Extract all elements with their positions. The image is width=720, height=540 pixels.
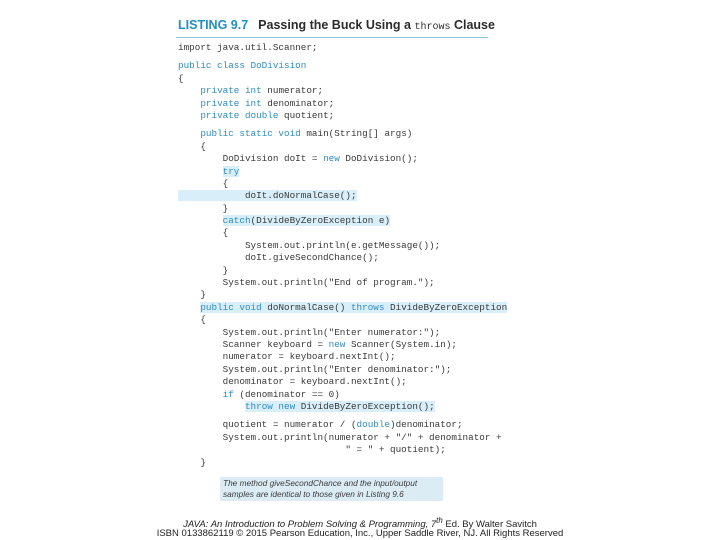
code-line-throw: throw new DivideByZeroException();: [244, 400, 435, 412]
code-line-if-zero: if (denominator == 0): [222, 388, 340, 400]
code-line: numerator = keyboard.nextInt();: [178, 351, 396, 363]
code-line: {: [178, 72, 184, 84]
code-line: denominator = keyboard.nextInt();: [178, 376, 407, 388]
code-line: {: [178, 314, 206, 326]
code-line-field-quotient: private double quotient;: [200, 109, 335, 121]
code-line: Scanner keyboard = new Scanner(System.in);: [178, 338, 457, 350]
listing-header: [178, 18, 495, 33]
code-line: " = " + quotient);: [178, 444, 446, 456]
code-line: {: [178, 177, 229, 189]
code-line: System.out.println("Enter numerator:");: [178, 326, 441, 338]
listing-number: LISTING 9.7: [178, 18, 249, 32]
code-line: DoDivision doIt = new DoDivision();: [178, 153, 418, 165]
code-line: }: [178, 289, 206, 301]
code-line: }: [178, 202, 229, 214]
footer-book-title: JAVA: An Introduction to Problem Solving & Programming, 7th Ed. By Walter Savitch: [183, 516, 537, 531]
code-line-field-numerator: private int numerator;: [200, 85, 324, 97]
code-line: System.out.println(e.getMessage());: [178, 239, 441, 251]
listing-title-part2: Clause: [453, 18, 495, 32]
code-line: }: [178, 264, 229, 276]
code-line-main-decl: public static void main(String[] args): [200, 128, 413, 140]
listing-title-keyword: throws: [414, 22, 451, 33]
code-line: quotient = numerator / (double)denominator;: [178, 419, 463, 431]
code-line-do-normal-case-decl: public void doNormalCase() throws DivideByZeroException: [200, 301, 508, 313]
listing-note: The method giveSecondChance and the input/output samples are identical to those given in Listing 9.6: [220, 477, 443, 501]
code-line-field-denominator: private int denominator;: [200, 97, 335, 109]
code-line-call-normal-case: doIt.doNormalCase();: [178, 190, 357, 202]
header-divider: [176, 37, 488, 38]
code-line: }: [178, 456, 206, 468]
code-line: System.out.println(numerator + "/" + denominator +: [178, 431, 502, 443]
code-line: doIt.giveSecondChance();: [178, 252, 379, 264]
code-line-try: try: [222, 165, 240, 177]
code-line-import: import java.util.Scanner;: [178, 42, 318, 53]
code-line: System.out.println("End of program.");: [178, 277, 435, 289]
code-line: System.out.println("Enter denominator:");: [178, 363, 452, 375]
code-line-catch: catch(DivideByZeroException e): [222, 215, 391, 227]
code-line: {: [178, 227, 229, 239]
code-line-class-decl: public class DoDivision: [178, 60, 307, 72]
code-line: {: [178, 140, 206, 152]
listing-title-part1: Passing the Buck Using a: [258, 18, 411, 32]
footer-book-title-italic: JAVA: An Introduction to Problem Solving & Programming, 7th: [183, 516, 443, 531]
footer-copyright: ISBN 0133862119 © 2015 Pearson Education, Inc., Upper Saddle River, NJ. All Rights Reserved: [156, 528, 564, 539]
code-listing: [178, 42, 508, 469]
